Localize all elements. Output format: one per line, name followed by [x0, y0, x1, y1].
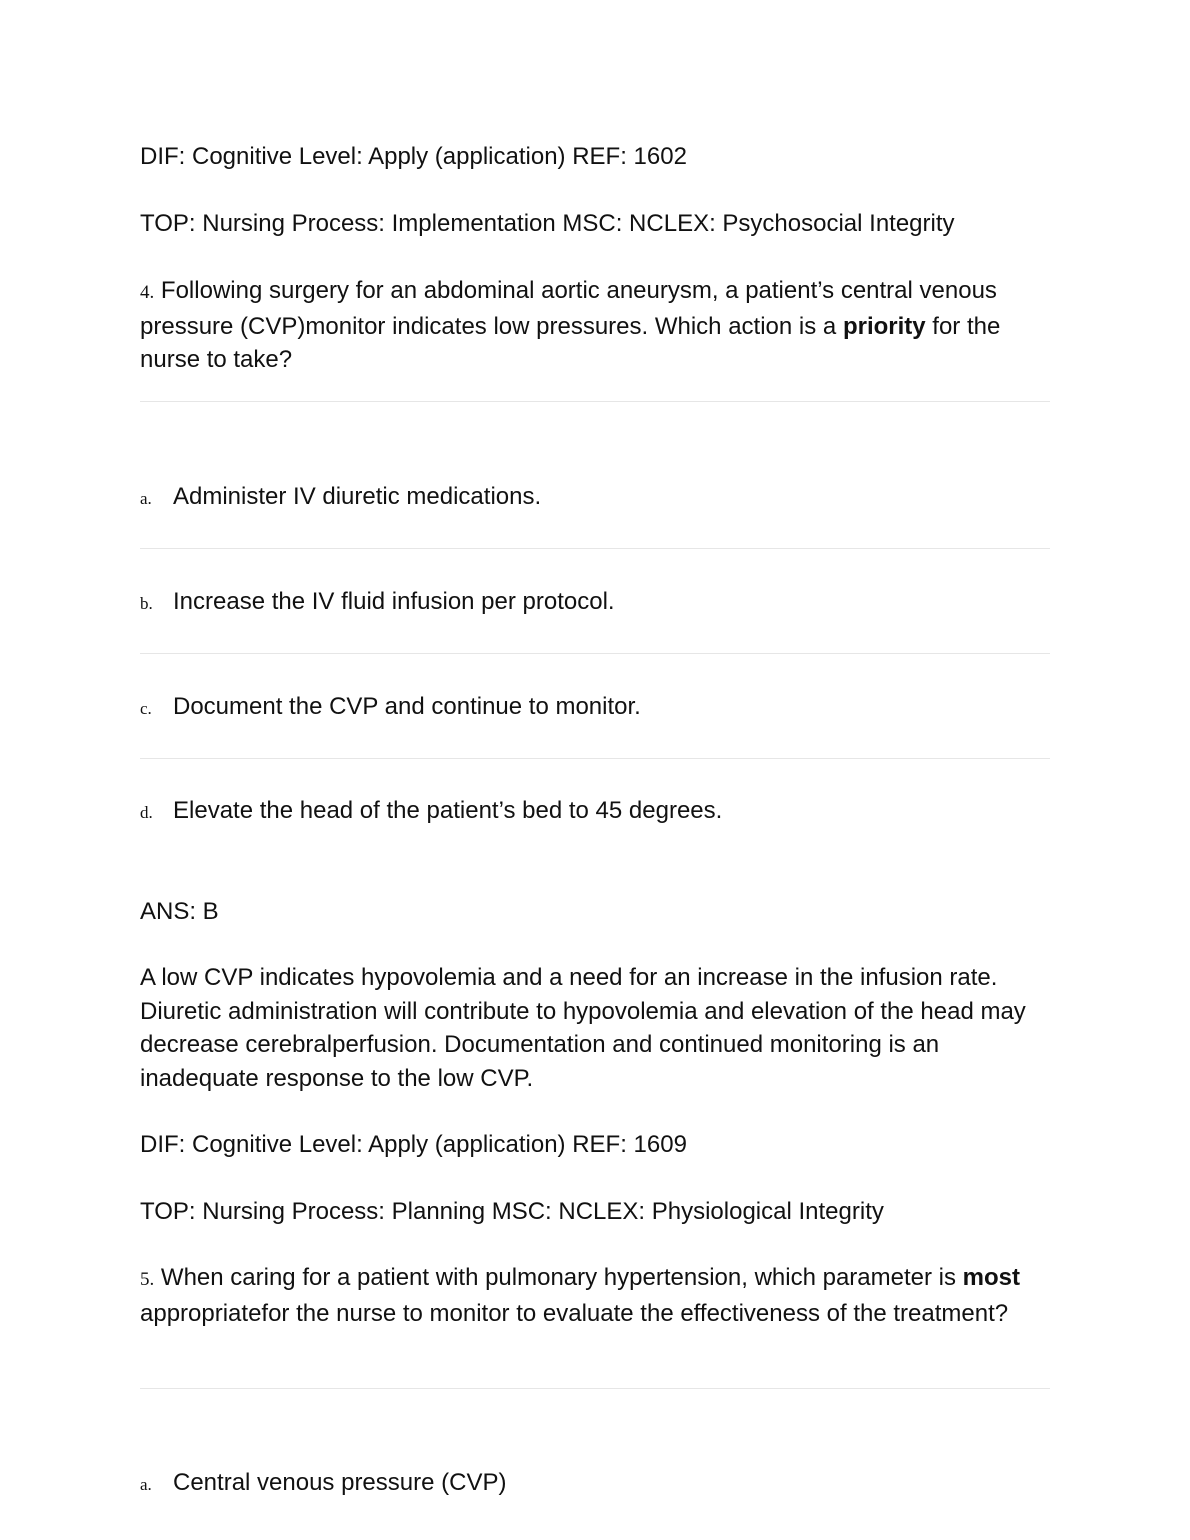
q3-dif-line: DIF: Cognitive Level: Apply (application) REF: 1602 — [140, 143, 687, 170]
divider — [140, 548, 1050, 549]
q3-top-line: TOP: Nursing Process: Implementation MSC: NCLEX: Psychosocial Integrity — [140, 210, 955, 237]
divider — [140, 401, 1050, 402]
q4-stem-part2: for the nurse to take? — [140, 312, 1001, 373]
option-text: Central venous pressure (CVP) — [173, 1469, 507, 1496]
option-letter: c. — [140, 699, 152, 718]
divider — [140, 653, 1050, 654]
q5-number: 5. — [140, 1269, 155, 1290]
q5-stem-bold: most — [962, 1264, 1020, 1291]
option-text: Elevate the head of the patient’s bed to 45 degrees. — [173, 797, 723, 824]
q5-stem — [140, 1261, 1040, 1330]
option-letter: b. — [140, 594, 153, 613]
option-text: Increase the IV fluid infusion per protocol. — [173, 588, 615, 615]
q4-option-a — [140, 480, 541, 513]
option-text: Administer IV diuretic medications. — [173, 483, 542, 510]
q5-option-a — [140, 1466, 506, 1499]
divider — [140, 758, 1050, 759]
q4-stem-bold: priority — [842, 312, 926, 340]
q5-stem-part2: appropriatefor the nurse to monitor to evaluate the effectiveness of the treatment? — [140, 1299, 1009, 1327]
q4-rationale: A low CVP indicates hypovolemia and a need for an increase in the infusion rate. Diuretic administration will contribute to hypovolemia and elevation of the head may decrease cerebralperfusion. Documentation and continued monitoring is an inadequate response to the low CVP. — [140, 964, 1026, 1092]
q4-number: 4. — [140, 282, 155, 303]
q4-stem — [140, 274, 1040, 377]
q4-stem-part1: Following surgery for an abdominal aortic aneurysm, a patient’s central venous pressure (CVP)monitor indicates low pressures. Which action is a — [140, 277, 997, 340]
option-letter: a. — [140, 489, 152, 508]
q4-option-b — [140, 585, 615, 618]
q5-stem-part1: When caring for a patient with pulmonary hypertension, which parameter is — [160, 1264, 963, 1291]
q4-option-d — [140, 794, 722, 827]
option-text: Document the CVP and continue to monitor. — [173, 693, 641, 720]
option-letter: d. — [140, 803, 153, 822]
q4-option-c — [140, 690, 641, 723]
q4-top-line: TOP: Nursing Process: Planning MSC: NCLEX: Physiological Integrity — [140, 1198, 884, 1225]
divider — [140, 1388, 1050, 1389]
option-letter: a. — [140, 1475, 152, 1494]
q4-answer: ANS: B — [140, 898, 219, 925]
q4-dif-line: DIF: Cognitive Level: Apply (application) REF: 1609 — [140, 1131, 687, 1158]
